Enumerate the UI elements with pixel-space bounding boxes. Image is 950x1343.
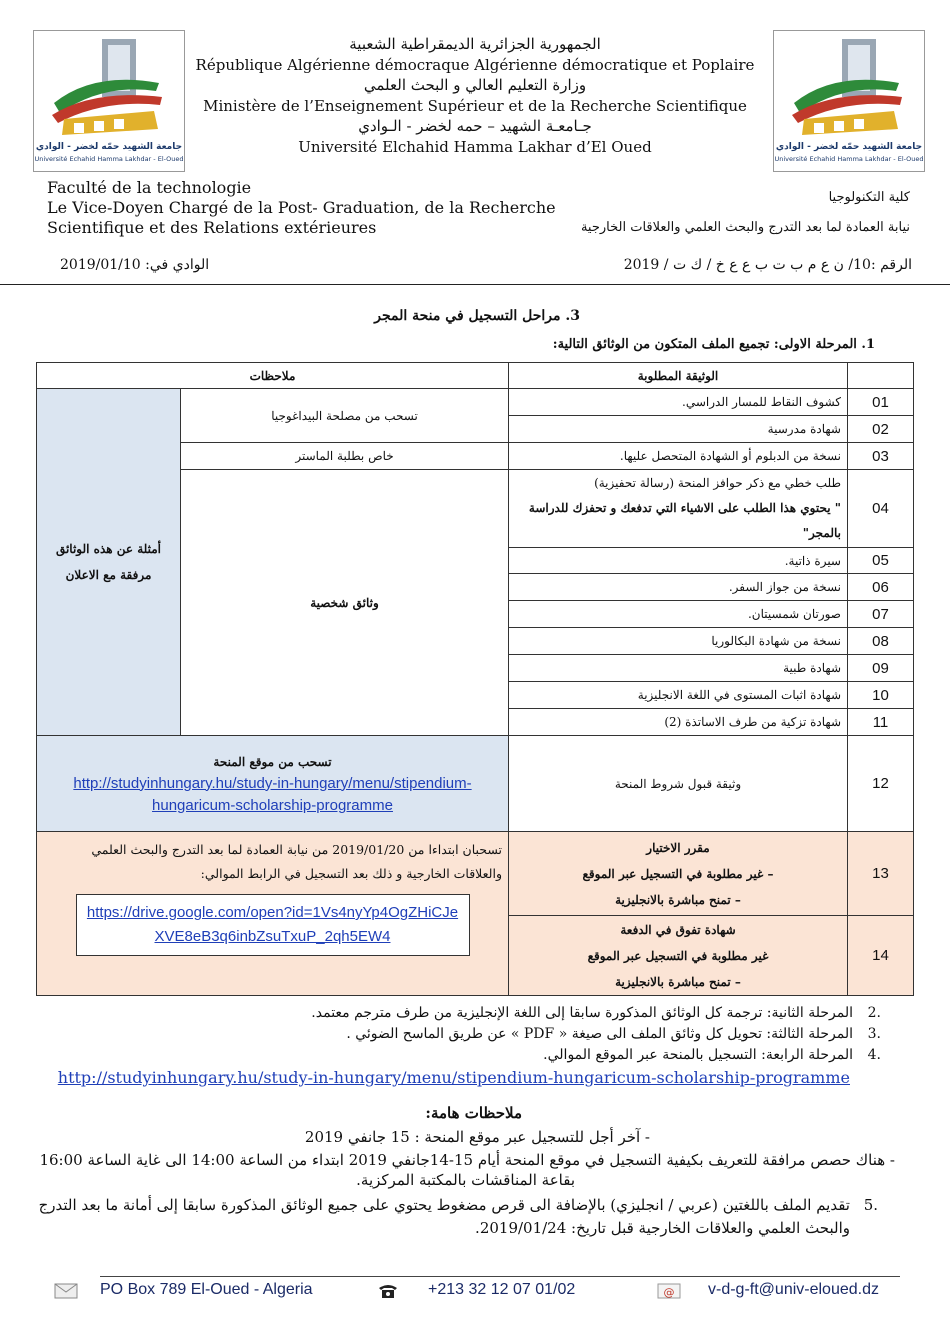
phone-icon — [376, 1282, 400, 1300]
doc-number: 05 — [848, 548, 914, 574]
drive-link[interactable]: https://drive.google.com/open?id=1Vs4nyYp4OgZHiCJeXVE8eB3q6inbZsuTxuP_2qh5EW4 — [86, 904, 459, 945]
faculty-ar — [550, 183, 910, 243]
svg-text:@: @ — [663, 1286, 675, 1299]
faculty-fr-line: Le Vice-Doyen Chargé de la Post- Graduation, de la Recherche — [47, 198, 556, 217]
note-item5-line1: تقديم الملف باللغتين (عربي / انجليزي) بالإضافة الى قرص مضغوط يحتوي على جميع الوثائق المذكورة سابقا إلى أمانة ما بعد التدرج — [38, 1196, 850, 1214]
note-item5-number: 5. — [863, 1196, 878, 1214]
faculty-ar-line: نيابة العمادة لما بعد التدرج والبحث العلمي والعلاقات الخارجية — [580, 220, 910, 235]
fr-university: Université Elchahid Hamma Lakhar d’El Oued — [298, 137, 652, 156]
note-pedagogy: تسحب من مصلحة البيداغوجيا — [181, 389, 509, 443]
note-sessions-location: بقاعة المناقشات بالمكتبة المركزية. — [356, 1171, 575, 1189]
doc-number: 02 — [848, 416, 914, 443]
doc-number: 03 — [848, 443, 914, 470]
doc-number: 11 — [848, 709, 914, 736]
doc-cell: طلب خطي مع ذكر حوافز المنحة (رسالة تحفيزية) " يحتوي هذا الطلب على الاشياء التي تدفعك و تحفزك للدراسة بالمجر" — [509, 470, 848, 548]
note-master: خاص بطلبة الماستر — [181, 443, 509, 470]
mail-icon — [54, 1282, 78, 1300]
doc-number: 10 — [848, 682, 914, 709]
faculty-fr — [47, 178, 567, 238]
footer-address: PO Box 789 El-Oued - Algeria — [100, 1281, 313, 1298]
doc-number: 04 — [848, 470, 914, 548]
document-date: الوادي في: 2019/01/10 — [60, 257, 210, 273]
doc-number: 07 — [848, 601, 914, 628]
doc-cell: صورتان شمسيتان. — [509, 601, 848, 628]
doc-cell: مقرر الاختيار – غير مطلوبة في التسجيل عبر الموقع – تمنح مباشرة بالانجليزية — [509, 832, 848, 916]
doc-number: 14 — [848, 916, 914, 996]
header-divider — [0, 284, 950, 285]
doc-number: 01 — [848, 389, 914, 416]
table-row — [37, 832, 914, 916]
documents-table — [36, 362, 914, 996]
doc-number: 08 — [848, 628, 914, 655]
header-notes: ملاحظات — [37, 363, 509, 389]
doc-cell: نسخة من الدبلوم أو الشهادة المتحصل عليها. — [509, 443, 848, 470]
logo-caption-fr: Université Echahid Hamma Lakhdar - El-Oued — [774, 155, 924, 163]
faculty-fr-line: Faculté de la technologie — [47, 178, 252, 197]
doc-number: 06 — [848, 574, 914, 601]
doc-cell: نسخة من شهادة البكالوريا — [509, 628, 848, 655]
doc-number: 13 — [848, 832, 914, 916]
doc-cell: شهادة مدرسية — [509, 416, 848, 443]
section-title: 3. مراحل التسجيل في منحة المجر — [374, 308, 580, 324]
table-row — [37, 736, 914, 832]
reference-number: الرقم :10/ ن ع م ب ت ب ع ع خ / ك ت / 2019 — [623, 257, 912, 273]
logo-caption-ar: جامعة الشهيد حمّه لخضر - الوادي — [775, 142, 923, 152]
doc-cell: شهادة تزكية من طرف الاساتذة (2) — [509, 709, 848, 736]
note-item5-line2: والبحث العلمي والعلاقات الخارجية قبل تاريخ: 2019/01/24. — [475, 1219, 850, 1237]
scholarship-link[interactable]: http://studyinhungary.hu/study-in-hungary/menu/stipendium-hungaricum-scholarship-programme — [73, 774, 472, 814]
email-icon — [657, 1282, 681, 1300]
footer-email[interactable]: v-d-g-ft@univ-eloued.dz — [708, 1281, 879, 1298]
table-row — [37, 389, 914, 416]
letterhead — [195, 34, 755, 157]
doc-cell: سيرة ذاتية. — [509, 548, 848, 574]
doc-cell: شهادة تفوق في الدفعة غير مطلوبة في التسجيل عبر الموقع – تمنح مباشرة بالانجليزية — [509, 916, 848, 996]
logo-caption-ar: جامعة الشهيد حمّه لخضر - الوادي — [35, 142, 183, 152]
header-document: الوثيقة المطلوبة — [509, 363, 848, 389]
ar-university: جـامعـة الشهيد – حمه لخضر - الـوادي — [358, 117, 592, 135]
steps-list — [311, 1003, 881, 1066]
note-examples: أمثلة عن هذه الوثائق مرفقة مع الاعلان — [37, 389, 181, 736]
doc-cell: شهادة طبية — [509, 655, 848, 682]
note-deadline: - آخر أجل للتسجيل عبر موقع المنحة : 15 جانفي 2019 — [304, 1128, 650, 1146]
faculty-ar-line: كلية التكنولوجيا — [828, 190, 910, 205]
logo-caption-fr: Université Echahid Hamma Lakhdar - El-Oued — [34, 155, 184, 163]
doc-cell: كشوف النقاط للمسار الدراسي. — [509, 389, 848, 416]
doc-number: 12 — [848, 736, 914, 832]
ar-ministry: وزارة التعليم العالي و البحث العلمي — [363, 76, 587, 94]
doc-number: 09 — [848, 655, 914, 682]
step-item: 4. المرحلة الرابعة: التسجيل بالمنحة عبر الموقع الموالي. — [543, 1047, 881, 1063]
step1-title: 1. المرحلة الاولى: تجميع الملف المتكون من الوثائق التالية: — [552, 337, 875, 352]
table-header-row — [37, 363, 914, 389]
doc-cell: شهادة اثبات المستوى في اللغة الانجليزية — [509, 682, 848, 709]
note-withdraw: تسحبان ابتداءا من 2019/01/20 من نيابة العمادة لما بعد التدرج والبحث العلمي والعلاقات الخارجية و ذلك بعد التسجيل في الرابط الموالي: https://drive.google.com/open?id=1Vs4nyYp4OgZHiCJeXVE8eB3q6inbZsuTxuP_2qh5EW4 — [37, 832, 509, 996]
fr-republic: République Algérienne démocraque Algérienne démocratique et Poplaire — [195, 55, 755, 74]
ar-republic: الجمهورية الجزائرية الديمقراطية الشعبية — [349, 35, 601, 53]
step-item: 3. المرحلة الثالثة: تحويل كل وثائق الملف الى صيغة « PDF » عن طريق الماسح الضوئي . — [346, 1026, 881, 1042]
notes-title: ملاحظات هامة: — [425, 1104, 522, 1122]
doc-cell: وثيقة قبول شروط المنحة — [509, 736, 848, 832]
step-item: 2. المرحلة الثانية: ترجمة كل الوثائق المذكورة سابقا إلى اللغة الإنجليزية من طرف مترجم معتمد. — [311, 1005, 881, 1021]
footer-divider — [100, 1276, 900, 1277]
footer-phone: +213 32 12 07 01/02 — [428, 1281, 576, 1298]
university-logo-right — [773, 30, 925, 172]
note-sessions: - هناك حصص مرافقة للتعريف بكيفية التسجيل في موقع المنحة أيام 15-14جانفي 2019 ابتداء من الساعة 14:00 الى غاية الساعة 16:00 — [39, 1151, 895, 1169]
note-personal: وثائق شخصية — [181, 470, 509, 736]
drive-link-box — [76, 894, 470, 956]
faculty-fr-line: Scientifique et des Relations extérieures — [47, 218, 377, 237]
note-site: تسحب من موقع المنحة http://studyinhungary.hu/study-in-hungary/menu/stipendium-hungaricum-scholarship-programme — [37, 736, 509, 832]
step4-link[interactable]: http://studyinhungary.hu/study-in-hungary/menu/stipendium-hungaricum-scholarship-programme — [57, 1068, 850, 1087]
university-logo-left — [33, 30, 185, 172]
fr-ministry: Ministère de l’Enseignement Supérieur et de la Recherche Scientifique — [203, 96, 747, 115]
doc-cell: نسخة من جواز السفر. — [509, 574, 848, 601]
